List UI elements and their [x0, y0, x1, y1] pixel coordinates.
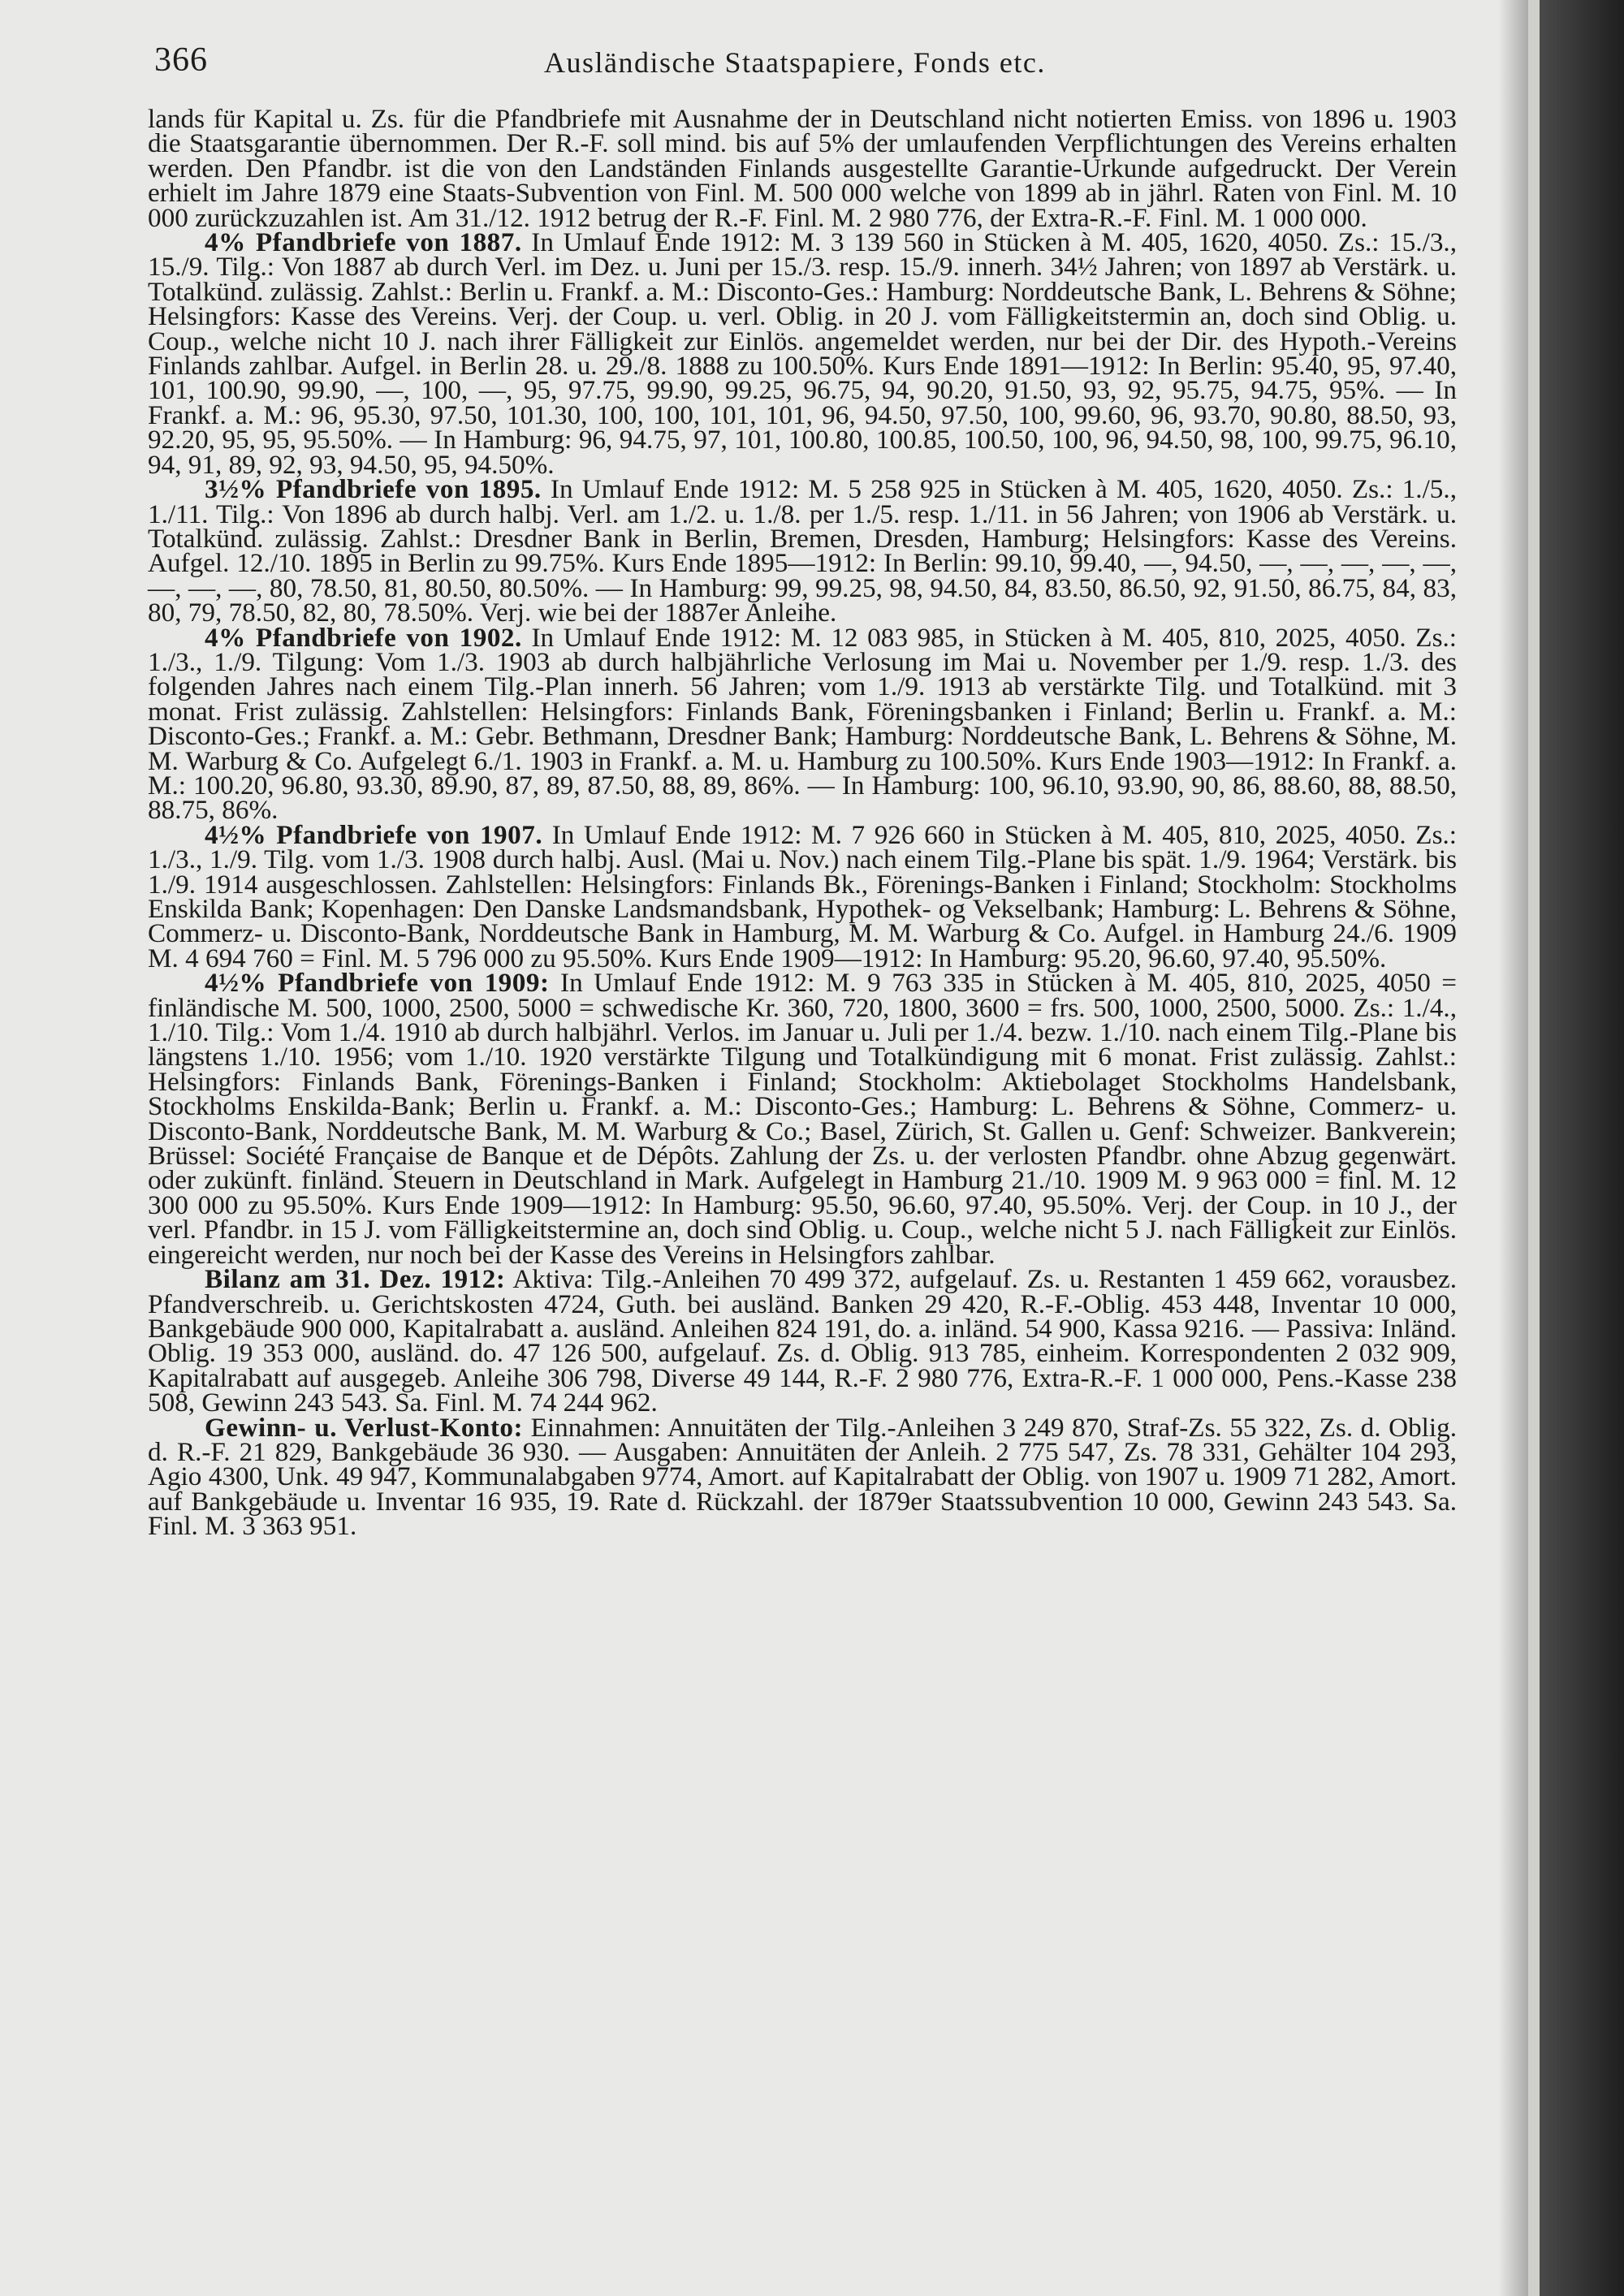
section-heading: 4% Pfandbriefe von 1887.: [205, 227, 522, 258]
paragraph-text: Einnahmen: Annuitäten der Tilg.-Anleihen 3 249 870, Straf-Zs. 55 322, Zs. d. Oblig. d. R.-F. 21 829, Bankgebäude 36 930. — Ausgaben: Annuitäten der Anleih. 2 775 547, Zs. 78 331, Gehälter 104 293, Agio 4300, Unk. 49 947, Kommunalabgaben 9774, Amort. auf Kapitalrabatt der Oblig. von 1907 u. 1909 71 282, Amort. auf Bankgebäude u. Inventar 16 935, 19. Rate d. Rückzahl. der 1879er Staatssubvention 10 000, Gewinn 243 543. Sa. Finl. M. 3 363 951.: [148, 1412, 1458, 1542]
pfandbriefe-1887-paragraph: [148, 227, 1458, 480]
bilanz-paragraph: [148, 1264, 1457, 1418]
section-heading: 4½% Pfandbriefe von 1909:: [205, 968, 550, 999]
document-body: [148, 104, 1458, 1542]
paragraph-text: In Umlauf Ende 1912: M. 5 258 925 in Stücken à M. 405, 1620, 4050. Zs.: 1./5., 1./11. Tilg.: Von 1896 ab durch halbj. Verl. am 1./2. u. 1./8. per 1./5. resp. 1./11. in 56 Jahren; von 1906 ab Verstärk. u. Totalkünd. zulässig. Zahlst.: Dresdner Bank in Berlin, Bremen, Dresden, Hamburg; Helsingfors: Kasse des Vereins. Aufgel. 12./10. 1895 in Berlin zu 99.75%. Kurs Ende 1895—1912: In Berlin: 99.10, 99.40, —, 94.50, —, —, —, —, —, —, —, —, 80, 78.50, 81, 80.50, 80.50%. — In Hamburg: 99, 99.25, 98, 94.50, 84, 83.50, 86.50, 92, 91.50, 86.75, 84, 83, 80, 79, 78.50, 82, 80, 78.50%. Verj. wie bei der 1887er Anleihe.: [148, 474, 1457, 628]
book-edge-light: [1528, 0, 1540, 2296]
section-heading: 4½% Pfandbriefe von 1907.: [205, 819, 543, 850]
page-edge-shadow: [1498, 0, 1528, 2296]
pfandbriefe-1902-paragraph: [148, 622, 1458, 826]
paragraph-text: In Umlauf Ende 1912: M. 12 083 985, in Stücken à M. 405, 810, 2025, 4050. Zs.: 1./3., 1./9. Tilgung: Vom 1./3. 1903 ab durch halbjährliche Verlosung im Mai u. November per 1./9. resp. 1./3. des folgenden Jahres nach einem Tilg.-Plan innerh. 56 Jahren; vom 1./9. 1913 ab verstärkte Tilg. und Totalkünd. mit 3 monat. Frist zulässig. Zahlstellen: Helsingfors: Finlands Bank, Föreningsbanken i Finland; Berlin u. Frankf. a. M.: Disconto-Ges.; Frankf. a. M.: Gebr. Bethmann, Dresdner Bank; Hamburg: Norddeutsche Bank, L. Behrens & Söhne, M. M. Warburg & Co. Aufgelegt 6./1. 1903 in Frankf. a. M. u. Hamburg zu 100.50%. Kurs Ende 1903—1912: In Frankf. a. M.: 100.20, 96.80, 93.30, 89.90, 87, 89, 87.50, 88, 89, 86%. — In Hamburg: 100, 96.10, 93.90, 90, 86, 88.60, 88, 88.50, 88.75, 86%.: [148, 622, 1458, 826]
pfandbriefe-1895-paragraph: [148, 474, 1457, 628]
book-edge-dark: [1540, 0, 1624, 2296]
paragraph-text: Aktiva: Tilg.-Anleihen 70 499 372, aufgelauf. Zs. u. Restanten 1 459 662, vorausbez. Pfandverschreib. u. Gerichtskosten 4724, Guth. bei ausländ. Banken 29 420, R.-F.-Oblig. 453 448, Inventar 10 000, Bankgebäude 900 000, Kapitalrabatt a. ausländ. Anleihen 824 191, do. a. inländ. 54 900, Kassa 9216. — Passiva: Inländ. Oblig. 19 353 000, ausländ. do. 47 126 500, aufgelauf. Zs. d. Oblig. 913 785, einheim. Korrespondenten 2 032 909, Kapitalrabatt auf ausgegeb. Anleihe 306 798, Diverse 49 144, R.-F. 2 980 776, Extra-R.-F. 1 000 000, Pens.-Kasse 238 508, Gewinn 243 543. Sa. Finl. M. 74 244 962.: [148, 1264, 1457, 1418]
gewinn-verlust-paragraph: [148, 1412, 1458, 1542]
section-heading: Bilanz am 31. Dez. 1912:: [205, 1264, 506, 1295]
running-title: Ausländische Staatspapiere, Fonds etc.: [544, 46, 1046, 79]
pfandbriefe-1909-paragraph: [148, 968, 1458, 1270]
section-heading: 4% Pfandbriefe von 1902.: [205, 622, 522, 653]
paragraph-text: In Umlauf Ende 1912: M. 7 926 660 in Stücken à M. 405, 810, 2025, 4050. Zs.: 1./3., 1./9. Tilg. vom 1./3. 1908 durch halbj. Ausl. (Mai u. Nov.) nach einem Tilg.-Plane bis spät. 1./9. 1964; Verstärk. bis 1./9. 1914 ausgeschlossen. Zahlstellen: Helsingfors: Finlands Bk., Förenings-Banken i Finland; Stockholm: Stockholms Enskilda Bank; Kopenhagen: Den Danske Landsmandsbank, Hypothek- og Vekselbank; Hamburg: L. Behrens & Söhne, Commerz- u. Disconto-Bank, Norddeutsche Bank in Hamburg, M. M. Warburg & Co. Aufgel. in Hamburg 24./6. 1909 M. 4 694 760 = Finl. M. 5 796 000 zu 95.50%. Kurs Ende 1909—1912: In Hamburg: 95.20, 96.60, 97.40, 95.50%.: [148, 819, 1457, 973]
section-heading: 3½% Pfandbriefe von 1895.: [205, 474, 542, 505]
section-heading: Gewinn- u. Verlust-Konto:: [205, 1412, 524, 1443]
page-number: 366: [154, 41, 208, 79]
paragraph-text: In Umlauf Ende 1912: M. 3 139 560 in Stücken à M. 405, 1620, 4050. Zs.: 15./3., 15./9. Tilg.: Von 1887 ab durch Verl. im Dez. u. Juni per 15./3. resp. 15./9. innerh. 34½ Jahren; von 1897 ab Verstärk. u. Totalkünd. zulässig. Zahlst.: Berlin u. Frankf. a. M.: Disconto-Ges.: Hamburg: Norddeutsche Bank, L. Behrens & Söhne; Helsingfors: Kasse des Vereins. Verj. der Coup. u. verl. Oblig. in 20 J. vom Fälligkeitstermin an, doch sind Oblig. u. Coup., welche nicht 10 J. nach ihrer Fälligkeit zur Einlös. angemeldet werden, nur bei der Dir. des Hypoth.-Vereins Finlands zahlbar. Aufgel. in Berlin 28. u. 29./8. 1888 zu 100.50%. Kurs Ende 1891—1912: In Berlin: 95.40, 95, 97.40, 101, 100.90, 99.90, —, 100, —, 95, 97.75, 99.90, 99.25, 96.75, 94, 90.20, 91.50, 93, 92, 95.75, 94.75, 95%. — In Frankf. a. M.: 96, 95.30, 97.50, 101.30, 100, 100, 101, 101, 96, 94.50, 97.50, 100, 99.60, 96, 93.70, 90.80, 88.50, 93, 92.20, 95, 95, 95.50%. — In Hamburg: 96, 94.75, 97, 101, 100.80, 100.85, 100.50, 100, 96, 94.50, 98, 100, 99.75, 96.10, 94, 91, 89, 92, 93, 94.50, 95, 94.50%.: [148, 227, 1458, 480]
paragraph-text: In Umlauf Ende 1912: M. 9 763 335 in Stücken à M. 405, 810, 2025, 4050 = finländische M. 500, 1000, 2500, 5000 = schwedische Kr. 360, 720, 1800, 3600 = frs. 500, 1000, 2500, 5000. Zs.: 1./4., 1./10. Tilg.: Vom 1./4. 1910 ab durch halbjährl. Verlos. im Januar u. Juli per 1./4. bezw. 1./10. nach einem Tilg.-Plane bis längstens 1./10. 1956; vom 1./10. 1920 verstärkte Tilgung und Totalkündigung mit 6 monat. Frist zulässig. Zahlst.: Helsingfors: Finlands Bank, Förenings-Banken i Finland; Stockholm: Aktiebolaget Stockholms Handelsbank, Stockholms Enskilda-Bank; Berlin u. Frankf. a. M.: Disconto-Ges.; Hamburg: L. Behrens & Söhne, Commerz- u. Disconto-Bank, Norddeutsche Bank, M. M. Warburg & Co.; Basel, Zürich, St. Gallen u. Genf: Schweizer. Bankverein; Brüssel: Société Française de Banque et de Dépôts. Zahlung der Zs. u. der verlosten Pfandbr. ohne Abzug gegenwärt. oder zukünft. finländ. Steuern in Deutschland in Mark. Aufgelegt in Hamburg 21./10. 1909 M. 9 963 000 = finl. M. 12 300 000 zu 95.50%. Kurs Ende 1909—1912: In Hamburg: 95.50, 96.60, 97.40, 95.50%. Verj. der Coup. in 10 J., der verl. Pfandbr. in 15 J. vom Fälligkeitstermine an, doch sind Oblig. u. Coup., welche nicht 5 J. nach Fälligkeit zur Einlös. eingereicht werden, nur noch bei der Kasse des Vereins in Helsingfors zahlbar.: [148, 968, 1458, 1270]
intro-paragraph: [148, 104, 1457, 233]
pfandbriefe-1907-paragraph: [148, 819, 1457, 973]
paragraph-text: lands für Kapital u. Zs. für die Pfandbriefe mit Ausnahme der in Deutschland nicht notierten Emiss. von 1896 u. 1903 die Staatsgarantie übernommen. Der R.-F. soll mind. bis auf 5% der umlaufenden Verpflichtungen des Vereins erhalten werden. Den Pfandbr. ist die von den Landständen Finlands ausgestellte Garantie-Urkunde aufgedruckt. Der Verein erhielt im Jahre 1879 eine Staats-Subvention von Finl. M. 500 000 welche von 1899 ab in jährl. Raten von Finl. M. 10 000 zurückzuzahlen ist. Am 31./12. 1912 betrug der R.-F. Finl. M. 2 980 776, der Extra-R.-F. Finl. M. 1 000 000.: [148, 104, 1457, 233]
page-header: [154, 41, 1470, 89]
